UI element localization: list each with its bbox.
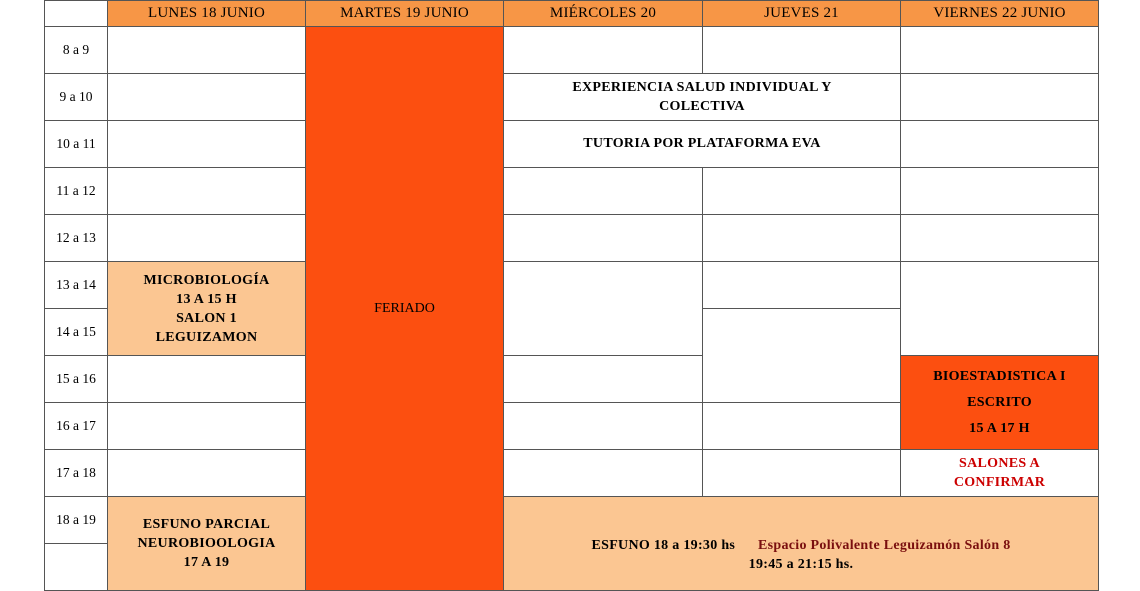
day-header-monday: LUNES 18 JUNIO bbox=[108, 1, 306, 27]
time-row bbox=[45, 121, 1099, 168]
time-label: 13 a 14 bbox=[45, 262, 108, 309]
tutoria-event: TUTORIA POR PLATAFORMA EVA bbox=[504, 121, 901, 168]
esfuno-time-1: ESFUNO 18 a 19:30 hs bbox=[591, 537, 736, 553]
bioestadistica-event bbox=[901, 356, 1099, 450]
time-label: 14 a 15 bbox=[45, 309, 108, 356]
microbiologia-event bbox=[108, 262, 306, 356]
esfuno-place: Espacio Polivalente Leguizamón Salón 8 bbox=[757, 537, 1011, 553]
time-label: 17 a 18 bbox=[45, 450, 108, 497]
esfuno-event bbox=[504, 497, 1099, 591]
slot-cell bbox=[504, 27, 703, 74]
slot-cell bbox=[703, 262, 901, 309]
feriado-block: FERIADO bbox=[306, 27, 504, 591]
event-text-line: EXPERIENCIA SALUD INDIVIDUAL Y bbox=[572, 80, 832, 95]
event-text-line: BIOESTADISTICA I bbox=[933, 368, 1066, 384]
event-text-line: ESCRITO bbox=[967, 394, 1032, 410]
corner-cell bbox=[45, 1, 108, 27]
slot-cell bbox=[504, 356, 703, 403]
slot-cell bbox=[703, 168, 901, 215]
time-row bbox=[45, 74, 1099, 121]
time-row bbox=[45, 262, 1099, 309]
time-row bbox=[45, 497, 1099, 544]
slot-cell bbox=[901, 262, 1099, 356]
time-label: 15 a 16 bbox=[45, 356, 108, 403]
day-header-tuesday: MARTES 19 JUNIO bbox=[306, 1, 504, 27]
time-label: 9 a 10 bbox=[45, 74, 108, 121]
time-label: 12 a 13 bbox=[45, 215, 108, 262]
esfuno-time-2: 19:45 a 21:15 hs. bbox=[748, 556, 854, 572]
slot-cell bbox=[901, 121, 1099, 168]
slot-cell bbox=[901, 215, 1099, 262]
slot-cell bbox=[108, 168, 306, 215]
slot-cell bbox=[504, 403, 703, 450]
salones-confirmar-note bbox=[901, 450, 1099, 497]
time-label: 18 a 19 bbox=[45, 497, 108, 544]
slot-cell bbox=[703, 215, 901, 262]
time-row bbox=[45, 215, 1099, 262]
slot-cell bbox=[901, 27, 1099, 74]
event-text-line: ESFUNO PARCIAL bbox=[142, 517, 271, 532]
slot-cell bbox=[901, 74, 1099, 121]
slot-cell bbox=[108, 74, 306, 121]
slot-cell bbox=[901, 168, 1099, 215]
slot-cell bbox=[108, 215, 306, 262]
slot-cell bbox=[703, 27, 901, 74]
event-text-line: 15 A 17 H bbox=[969, 420, 1030, 436]
slot-cell bbox=[108, 450, 306, 497]
time-label: 11 a 12 bbox=[45, 168, 108, 215]
event-text-line: 13 A 15 H bbox=[176, 291, 237, 307]
time-row bbox=[45, 168, 1099, 215]
time-label: 10 a 11 bbox=[45, 121, 108, 168]
event-text-line: CONFIRMAR bbox=[953, 475, 1046, 490]
header-row bbox=[45, 1, 1099, 27]
slot-cell bbox=[703, 309, 901, 403]
slot-cell bbox=[504, 168, 703, 215]
time-row bbox=[45, 450, 1099, 497]
slot-cell bbox=[504, 262, 703, 356]
day-header-friday: VIERNES 22 JUNIO bbox=[901, 1, 1099, 27]
schedule-table bbox=[44, 0, 1099, 591]
day-header-wednesday: MIÉRCOLES 20 bbox=[504, 1, 703, 27]
slot-cell bbox=[108, 27, 306, 74]
time-row bbox=[45, 356, 1099, 403]
slot-cell bbox=[703, 450, 901, 497]
event-text-line: 17 A 19 bbox=[183, 555, 230, 570]
slot-cell bbox=[504, 450, 703, 497]
time-label: 16 a 17 bbox=[45, 403, 108, 450]
event-text-line: LEGUIZAMON bbox=[155, 329, 258, 345]
slot-cell bbox=[108, 121, 306, 168]
event-text-line: NEUROBIOOLOGIA bbox=[137, 536, 276, 551]
event-text-line: SALONES A bbox=[959, 456, 1040, 471]
event-text-line: COLECTIVA bbox=[659, 99, 745, 114]
experiencia-salud-event bbox=[504, 74, 901, 121]
event-text-line: SALON 1 bbox=[176, 310, 237, 326]
slot-cell bbox=[504, 215, 703, 262]
slot-cell bbox=[108, 356, 306, 403]
day-header-thursday: JUEVES 21 bbox=[703, 1, 901, 27]
slot-cell bbox=[108, 403, 306, 450]
time-label-empty bbox=[45, 544, 108, 591]
event-text-line: MICROBIOLOGÍA bbox=[143, 272, 270, 288]
esfuno-parcial-event bbox=[108, 497, 306, 591]
time-label: 8 a 9 bbox=[45, 27, 108, 74]
slot-cell bbox=[703, 403, 901, 450]
time-row bbox=[45, 27, 1099, 74]
